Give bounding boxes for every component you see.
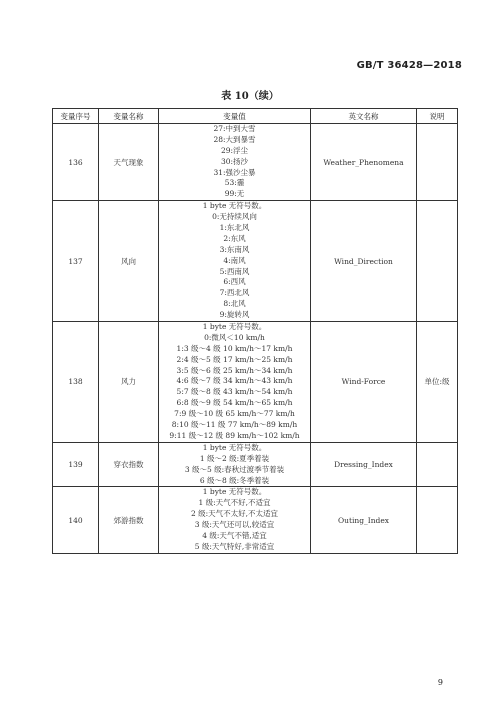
value-line: 9:旋转风 bbox=[219, 310, 250, 320]
row-note bbox=[417, 201, 458, 322]
row-id: 138 bbox=[53, 322, 99, 443]
row-name: 风向 bbox=[99, 201, 159, 322]
table-row bbox=[53, 442, 458, 487]
value-line: 5 级:天气特好,非常适宜 bbox=[194, 541, 275, 551]
value-line: 1:3 级～4 级 10 km/h～17 km/h bbox=[176, 343, 293, 353]
row-id: 137 bbox=[53, 201, 99, 322]
row-values bbox=[159, 322, 311, 443]
value-line: 3:5 级～6 级 25 km/h～34 km/h bbox=[176, 365, 293, 375]
row-en-name: Dressing_Index bbox=[311, 442, 417, 487]
value-line: 1 byte 无符号数。 bbox=[202, 487, 267, 497]
value-line: 1 byte 无符号数。 bbox=[202, 201, 267, 211]
value-line: 3 级～5 级:春秋过渡季节着装 bbox=[184, 464, 285, 474]
table-title: 表 10（续） bbox=[221, 91, 279, 102]
value-line: 0:微风＜10 km/h bbox=[204, 332, 265, 342]
row-en-name: Wind_Direction bbox=[311, 201, 417, 322]
value-line: 3:东南风 bbox=[219, 244, 250, 254]
value-line: 1 byte 无符号数。 bbox=[202, 442, 267, 452]
row-id: 136 bbox=[53, 124, 99, 201]
value-line: 7:西北风 bbox=[219, 288, 250, 298]
table-row bbox=[53, 322, 458, 443]
table-row bbox=[53, 124, 458, 201]
value-line: 31:强沙尘暴 bbox=[213, 167, 256, 177]
page-number: 9 bbox=[437, 678, 443, 687]
value-line: 2:东风 bbox=[223, 233, 246, 243]
table-header-row bbox=[53, 109, 458, 124]
value-line: 4:南风 bbox=[223, 255, 246, 265]
row-note bbox=[417, 124, 458, 201]
row-en-name: Wind-Force bbox=[311, 322, 417, 443]
value-line: 0:无持续风向 bbox=[212, 212, 257, 222]
row-id: 140 bbox=[53, 487, 99, 553]
value-line: 3 级:天气还可以,较适宜 bbox=[194, 520, 275, 530]
value-line: 99:无 bbox=[224, 189, 245, 199]
col-header-en-name: 英文名称 bbox=[311, 109, 417, 124]
row-en-name: Outing_Index bbox=[311, 487, 417, 553]
row-name: 天气现象 bbox=[99, 124, 159, 201]
row-values bbox=[159, 201, 311, 322]
value-line: 2 级:天气不太好,不太适宜 bbox=[190, 509, 279, 519]
value-line: 1 级:天气不好,不适宜 bbox=[198, 498, 271, 508]
value-line: 1 级～2 级:夏季着装 bbox=[199, 453, 270, 463]
table-row bbox=[53, 487, 458, 553]
value-line: 1:东北风 bbox=[219, 223, 250, 233]
col-header-name: 变量名称 bbox=[99, 109, 159, 124]
row-note bbox=[417, 487, 458, 553]
row-values bbox=[159, 124, 311, 201]
value-line: 6:8 级～9 级 54 km/h～65 km/h bbox=[176, 398, 293, 408]
value-line: 53:霾 bbox=[224, 178, 245, 188]
value-line: 30:扬沙 bbox=[220, 156, 249, 166]
row-id: 139 bbox=[53, 442, 99, 487]
row-values bbox=[159, 442, 311, 487]
value-line: 28:大到暴雪 bbox=[213, 134, 256, 144]
value-line: 1 byte 无符号数。 bbox=[202, 322, 267, 332]
standard-code: GB/T 36428—2018 bbox=[356, 60, 462, 71]
value-line: 8:北风 bbox=[223, 299, 246, 309]
value-line: 9:11 级～12 级 89 km/h～102 km/h bbox=[169, 430, 300, 440]
row-name: 郊游指数 bbox=[99, 487, 159, 553]
row-name: 风力 bbox=[99, 322, 159, 443]
value-line: 7:9 级～10 级 65 km/h～77 km/h bbox=[174, 409, 295, 419]
row-note bbox=[417, 442, 458, 487]
col-header-note: 说明 bbox=[417, 109, 458, 124]
row-note: 单位:级 bbox=[417, 322, 458, 443]
value-line: 4 级:天气不错,适宜 bbox=[202, 530, 267, 540]
value-line: 5:西南风 bbox=[219, 266, 250, 276]
variable-table bbox=[52, 108, 458, 554]
value-line: 2:4 级～5 级 17 km/h～25 km/h bbox=[176, 354, 293, 364]
value-line: 5:7 级～8 级 43 km/h～54 km/h bbox=[176, 387, 293, 397]
value-line: 27:中到大雪 bbox=[213, 124, 256, 133]
table-row bbox=[53, 201, 458, 322]
value-line: 4:6 级～7 级 34 km/h～43 km/h bbox=[176, 376, 293, 386]
col-header-id: 变量序号 bbox=[53, 109, 99, 124]
value-line: 6:西风 bbox=[223, 277, 246, 287]
row-name: 穿衣指数 bbox=[99, 442, 159, 487]
row-en-name: Weather_Phenomena bbox=[311, 124, 417, 201]
value-line: 6 级～8 级:冬季着装 bbox=[199, 475, 270, 485]
value-line: 29:浮尘 bbox=[220, 145, 249, 155]
col-header-value: 变量值 bbox=[159, 109, 311, 124]
row-values bbox=[159, 487, 311, 553]
value-line: 8:10 级～11 级 77 km/h～89 km/h bbox=[171, 420, 298, 430]
